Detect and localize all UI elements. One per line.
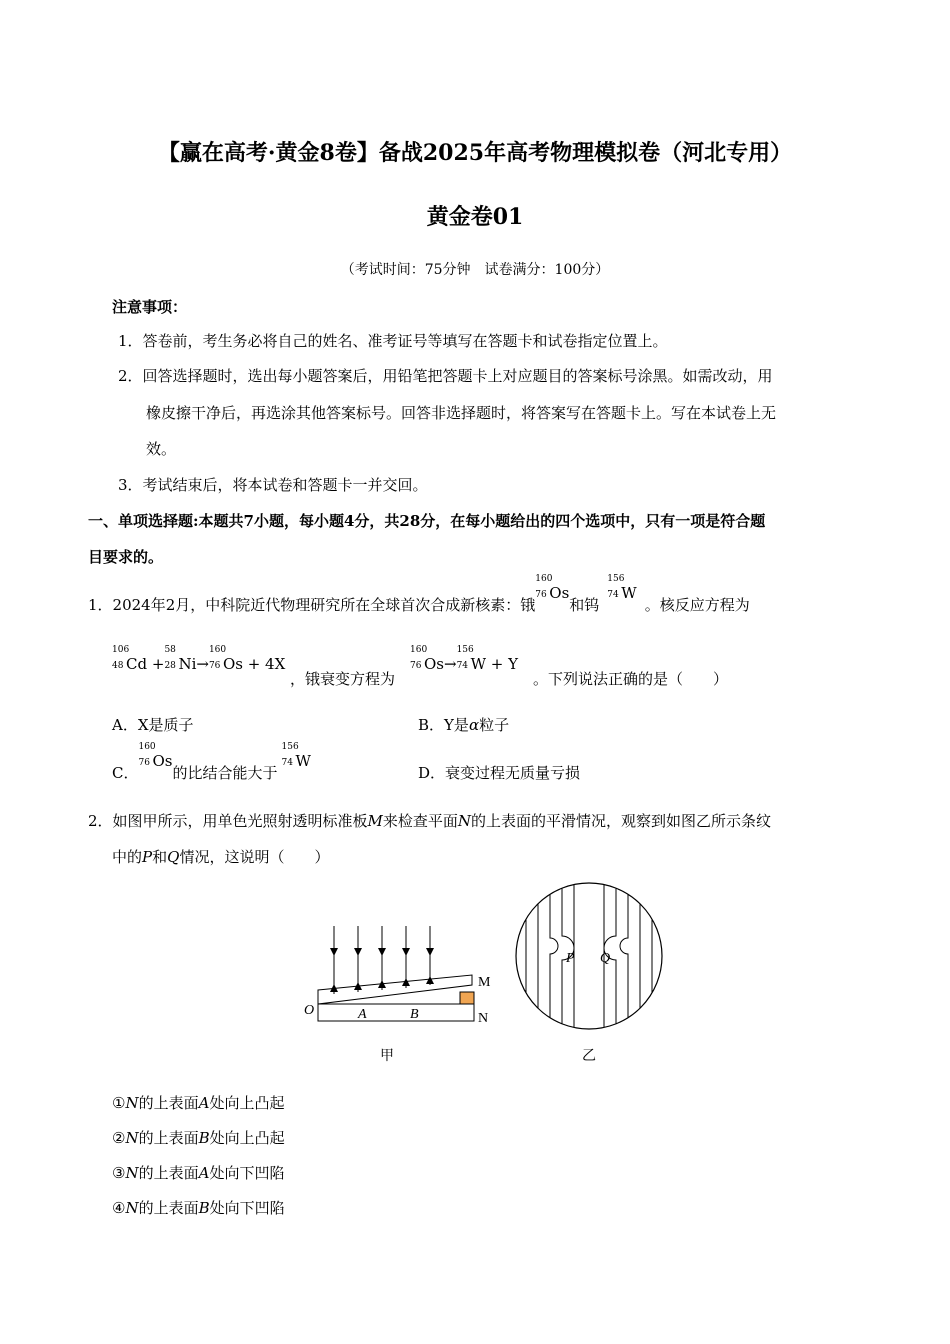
notice-item-2: 2．回答选择题时，选出每小题答案后，用铅笔把答题卡上对应题目的答案标号涂黑。如需改动，用 <box>118 367 773 385</box>
q1-mid: ，锇衰变方程为 <box>290 670 396 688</box>
nuclide-os-product: 160 76 <box>208 645 227 671</box>
q1-decay-eq: 160 76 Os→ 156 74 W + Y <box>410 645 519 673</box>
q2-stem-line2: 中的P和Q情况，这说明（ ） <box>112 848 330 866</box>
exam-info: （考试时间：75分钟 试卷满分：100分） <box>340 262 610 278</box>
q1-intro-line <box>88 574 750 615</box>
q2-option-2: ②N的上表面B处向上凸起 <box>112 1129 285 1147</box>
q2-option-1: ①N的上表面A处向上凸起 <box>112 1094 285 1112</box>
q2-option-3: ③N的上表面A处向下凹陷 <box>112 1164 285 1182</box>
q1-question: 。下列说法正确的是（ ） <box>533 670 729 688</box>
q1-intro: 1．2024年2月，中科院近代物理研究所在全球首次合成新核素：锇 <box>88 596 536 614</box>
section1-heading: 一、单项选择题:本题共7小题，每小题4分，共28分，在每小题给出的四个选项中，只有一项是符合题 <box>88 512 766 530</box>
nuclide-w: 156 74 W <box>607 574 637 602</box>
q1-option-b: B．Y是α粒子 <box>418 716 510 734</box>
q1-option-d: D．衰变过程无质量亏损 <box>418 764 581 782</box>
figure-yi <box>508 880 670 1068</box>
q2-stem-line1: 2．如图甲所示，用单色光照射透明标准板M来检查平面N的上表面的平滑情况，观察到如图乙所示条纹 <box>88 812 772 830</box>
q1-option-a: A．X是质子 <box>112 716 194 734</box>
caption-jia: 甲 <box>380 1048 394 1064</box>
notice-item-1: 1．答卷前，考生务必将自己的姓名、准考证号等填写在答题卡和试卷指定位置上。 <box>118 332 668 350</box>
spacer-block <box>460 992 474 1004</box>
notice-item-2-cont: 橡皮擦干净后，再选涂其他答案标号。回答非选择题时，将答案写在答题卡上。写在本试卷上无 <box>146 404 777 422</box>
q1-option-c: C． 160 76 Os的比结合能大于 156 74 W <box>112 742 311 782</box>
nuclide-os-decay: 160 76 Os <box>410 645 444 673</box>
nuclide-w-c: 156 74 W <box>281 742 311 770</box>
notice-item-2-end: 效。 <box>146 440 177 458</box>
notice-item-3: 3．考试结束后，将本试卷和答题卡一并交回。 <box>118 476 428 494</box>
notice-heading: 注意事项： <box>112 298 188 316</box>
document-title: 【赢在高考·黄金8卷】备战2025年高考物理模拟卷（河北专用） <box>157 140 793 166</box>
label-q: Q <box>600 951 611 966</box>
nuclide-cd: 106 48 Cd <box>112 645 148 673</box>
nuclide-ni: 58 28 Ni <box>164 645 197 673</box>
nuclide-os-c: 160 76 Os <box>138 742 173 770</box>
q1-reaction-eq: 106 48 Cd + 58 28 Ni→ 160 76 Os + 4X <box>112 645 286 673</box>
section1-heading-cont: 目要求的。 <box>88 548 164 566</box>
q1-tail: 。核反应方程为 <box>644 596 750 614</box>
label-a: A <box>358 1007 367 1022</box>
label-p: P <box>566 951 575 966</box>
document-subtitle: 黄金卷01 <box>426 204 524 230</box>
label-o: O <box>304 1003 315 1018</box>
q1-and: 和钨 <box>569 596 600 614</box>
nuclide-w-decay: 156 74 <box>456 645 474 671</box>
nuclide-os: 160 76 Os <box>535 574 570 602</box>
label-n: N <box>478 1011 489 1026</box>
label-b: B <box>410 1007 419 1022</box>
figure-jia <box>300 918 500 1068</box>
caption-yi: 乙 <box>582 1048 596 1064</box>
label-m: M <box>478 975 491 990</box>
q2-option-4: ④N的上表面B处向下凹陷 <box>112 1199 285 1217</box>
